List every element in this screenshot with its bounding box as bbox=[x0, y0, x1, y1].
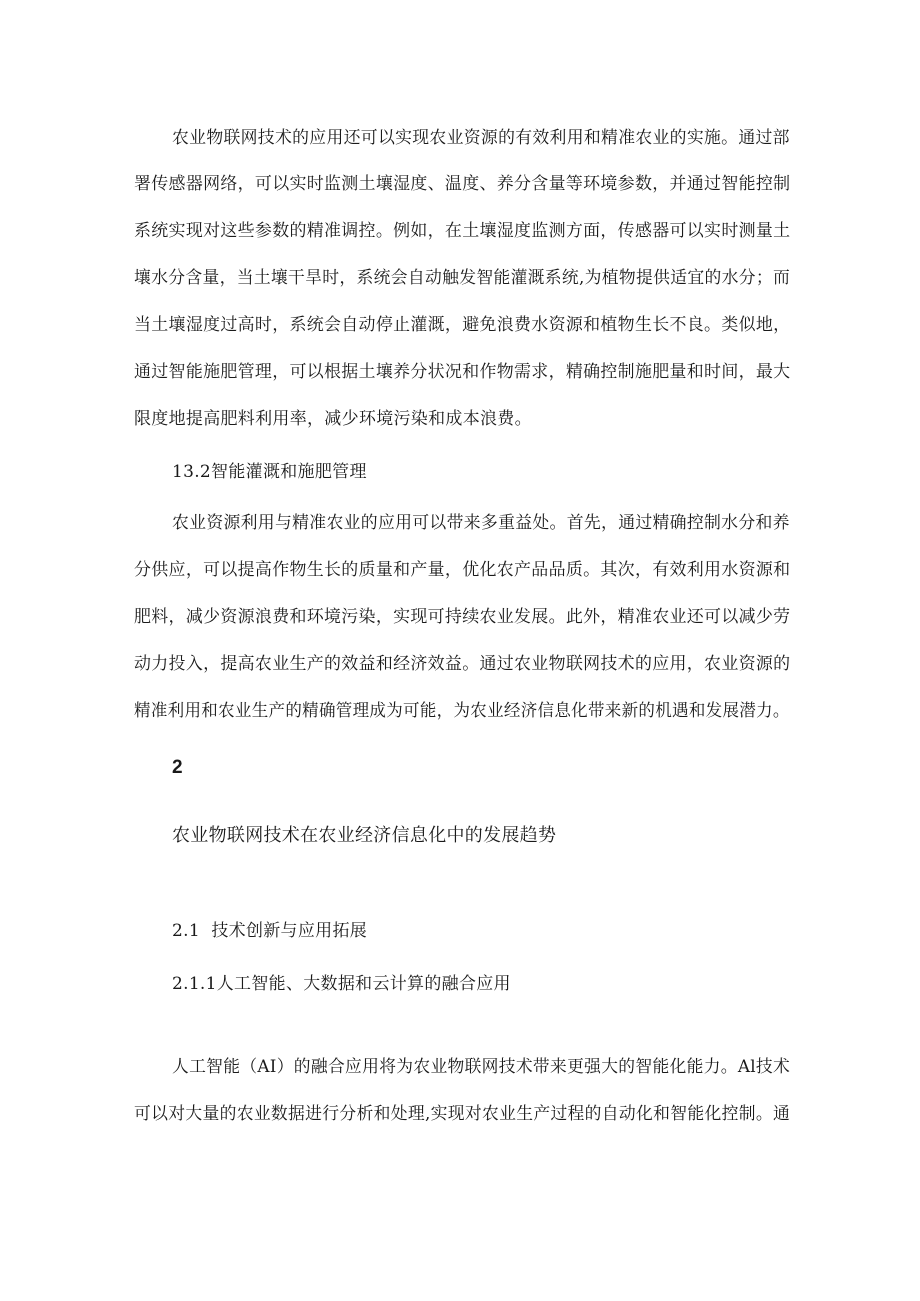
paragraph1-line-6: 通过智能施肥管理，可以根据土壤养分状况和作物需求，精确控制施肥量和时间，最大 bbox=[134, 362, 791, 382]
paragraph2-line-5: 精准利用和农业生产的精确管理成为可能，为农业经济信息化带来新的机遇和发展潜力。 bbox=[134, 701, 790, 721]
paragraph1-line-7: 限度地提高肥料利用率，减少环境污染和成本浪费。 bbox=[134, 409, 532, 429]
paragraph2-line-3: 肥料，减少资源浪费和环境污染，实现可持续农业发展。此外，精准农业还可以减少劳 bbox=[134, 607, 791, 627]
paragraph1-line-1: 农业物联网技术的应用还可以实现农业资源的有效利用和精准农业的实施。通过部 bbox=[172, 128, 790, 148]
paragraph3-line-1: 人工智能（AI）的融合应用将为农业物联网技术带来更强大的智能化能力。Al技术 bbox=[172, 1057, 791, 1077]
paragraph1-line-3: 系统实现对这些参数的精准调控。例如，在土壤湿度监测方面，传感器可以实时测量土 bbox=[134, 221, 791, 241]
paragraph1-line-5: 当土壤湿度过高时，系统会自动停止灌溉，避免浪费水资源和植物生长不良。类似地， bbox=[134, 315, 791, 335]
paragraph2-line-4: 动力投入，提高农业生产的效益和经济效益。通过农业物联网技术的应用，农业资源的 bbox=[134, 654, 791, 674]
chapter-2-title: 农业物联网技术在农业经济信息化中的发展趋势 bbox=[172, 825, 557, 846]
chapter-2-number: 2 bbox=[172, 757, 183, 778]
section-2-1-1-title: 2.1.1人工智能、大数据和云计算的融合应用 bbox=[172, 974, 511, 994]
paragraph2-line-2: 分供应，可以提高作物生长的质量和产量，优化农产品品质。其次，有效利用水资源和 bbox=[134, 560, 791, 580]
section-13-2-title: 13.2智能灌溉和施肥管理 bbox=[172, 462, 367, 482]
paragraph2-line-1: 农业资源利用与精准农业的应用可以带来多重益处。首先，通过精确控制水分和养 bbox=[172, 513, 790, 533]
section-2-1-title: 2.1 技术创新与应用拓展 bbox=[172, 921, 368, 941]
paragraph3-line-2: 可以对大量的农业数据进行分析和处理,实现对农业生产过程的自动化和智能化控制。通 bbox=[134, 1104, 791, 1124]
paragraph1-line-4: 壤水分含量，当土壤干旱时，系统会自动触发智能灌溉系统,为植物提供适宜的水分；而 bbox=[134, 268, 791, 288]
paragraph1-line-2: 署传感器网络，可以实时监测土壤湿度、温度、养分含量等环境参数，并通过智能控制 bbox=[134, 174, 791, 194]
